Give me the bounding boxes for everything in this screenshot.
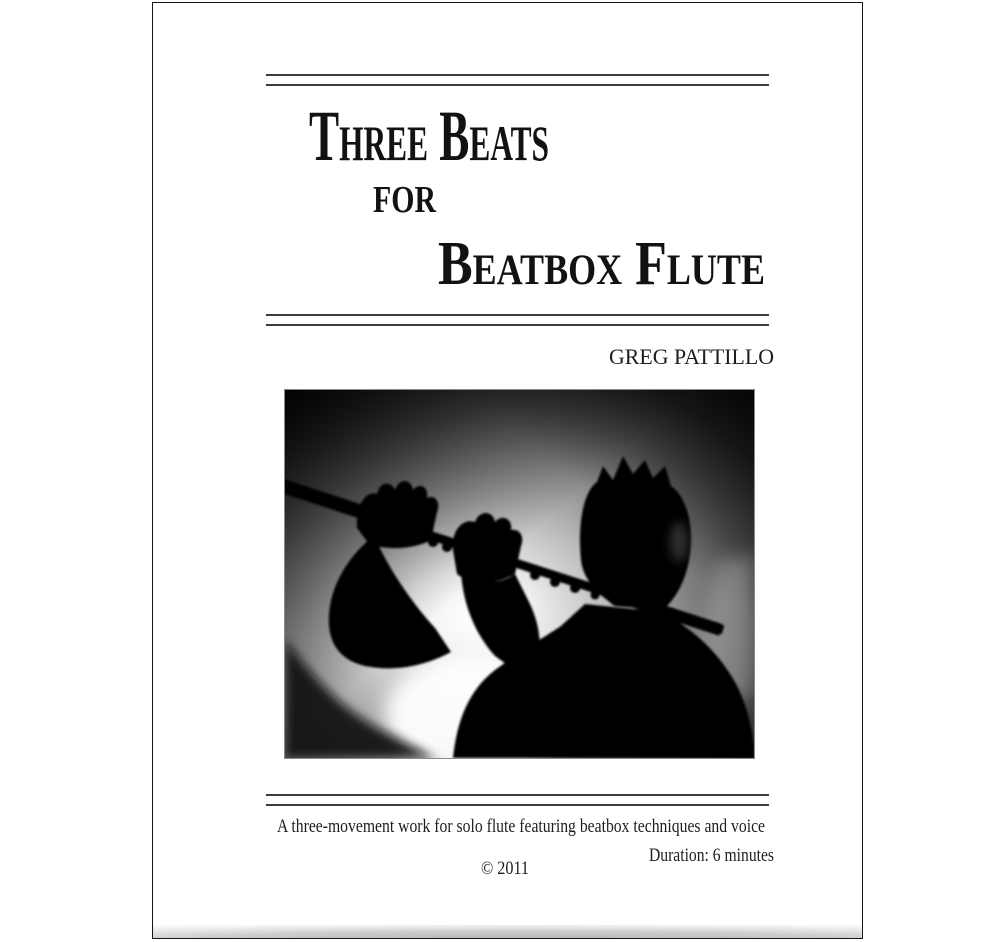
bottom-rule-upper — [266, 794, 769, 796]
top-rule-lower — [266, 84, 769, 86]
face-highlight — [670, 522, 688, 562]
cover-photo — [284, 389, 755, 759]
middle-rule-upper — [266, 314, 769, 316]
work-description: A three-movement work for solo flute featuring beatbox techniques and voice — [277, 816, 765, 837]
flute-key — [442, 542, 452, 552]
title-line-3: Beatbox Flute — [438, 230, 765, 298]
composer-name: GREG PATTILLO — [609, 344, 774, 369]
copyright-note: © 2011 — [481, 858, 529, 879]
page-bottom-shadow — [153, 925, 862, 938]
flute-key — [570, 583, 580, 593]
flute-key — [550, 577, 560, 587]
title-line-1: Three Beats — [309, 96, 549, 176]
flutist-silhouette-illustration — [285, 390, 754, 758]
bottom-rule-lower — [266, 804, 769, 806]
score-cover-page — [152, 2, 863, 939]
duration-note: Duration: 6 minutes — [649, 845, 774, 866]
title-line-2: for — [373, 164, 437, 224]
flute-key — [530, 570, 540, 580]
top-rule-upper — [266, 74, 769, 76]
middle-rule-lower — [266, 324, 769, 326]
